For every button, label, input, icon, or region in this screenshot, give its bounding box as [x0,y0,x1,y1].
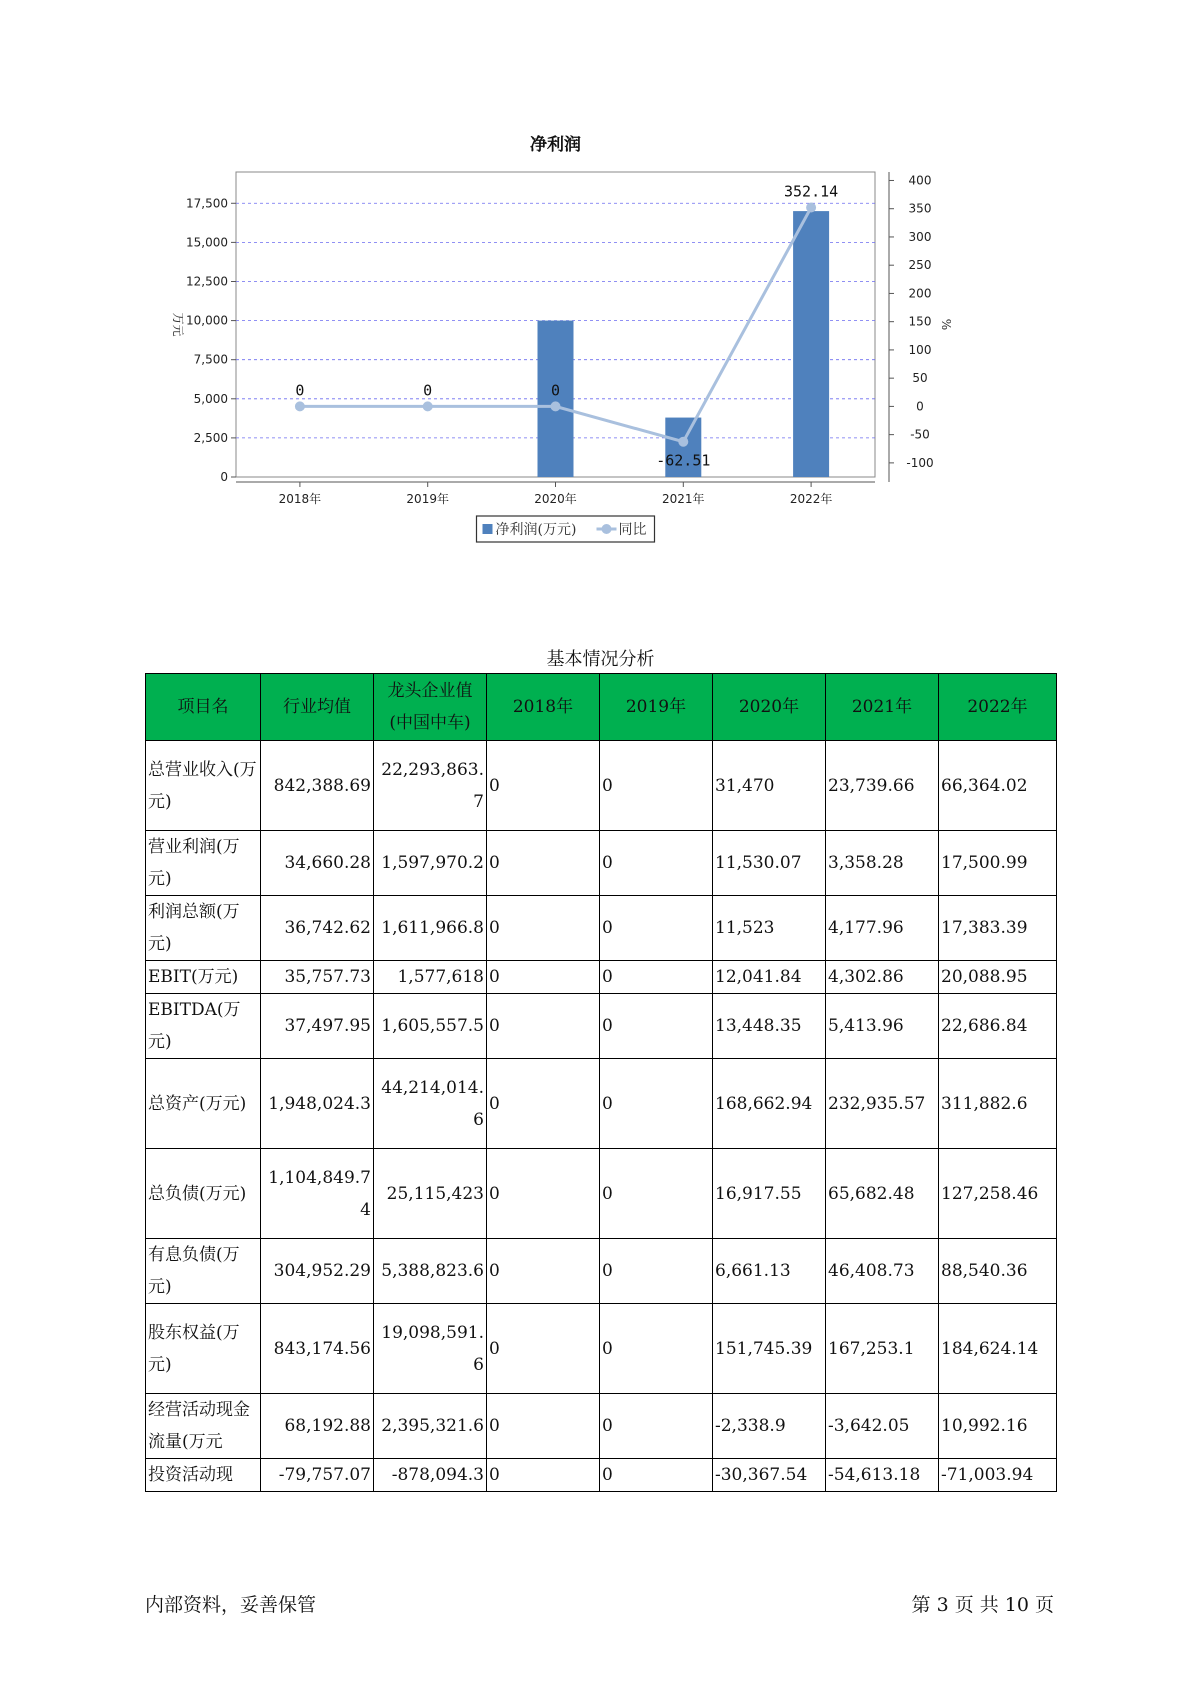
table-cell-y2019: 0 [600,831,713,896]
table-row [146,1239,1057,1304]
table-row [146,896,1057,961]
table-row [146,1459,1057,1492]
y-tick-label: 5,000 [193,391,228,406]
table-cell-leader: 1,611,966.8 [374,896,487,961]
table-cell-leader: 1,605,557.5 [374,994,487,1059]
basic-analysis-table [145,673,1057,1492]
table-cell-y2021: 3,358.28 [826,831,939,896]
table-cell-y2018: 0 [487,1394,600,1459]
y-tick-label: 2,500 [193,430,228,445]
x-tick-label: 2021年 [662,492,705,506]
table-cell-y2021: 4,177.96 [826,896,939,961]
table-cell-y2021: 5,413.96 [826,994,939,1059]
table-cell-name: 营业利润(万元) [146,831,261,896]
table-cell-y2020: -30,367.54 [713,1459,826,1492]
y2-tick-label: 200 [908,286,932,301]
y-tick-label: 15,000 [186,235,228,250]
header-cell: 2018年 [487,674,600,741]
table-cell-y2020: 11,530.07 [713,831,826,896]
table-header-row [146,674,1057,741]
table-cell-y2019: 0 [600,1459,713,1492]
table-cell-y2021: 4,302.86 [826,961,939,994]
table-cell-y2018: 0 [487,994,600,1059]
table-cell-y2022: 20,088.95 [939,961,1057,994]
table-cell-avg: 68,192.88 [261,1394,374,1459]
table-cell-y2018: 0 [487,741,600,831]
table-cell-name: 股东权益(万元) [146,1304,261,1394]
table-cell-avg: 35,757.73 [261,961,374,994]
table-cell-leader: 44,214,014.6 [374,1059,487,1149]
table-cell-name: 有息负债(万元) [146,1239,261,1304]
yoy-point [678,437,688,447]
table-cell-avg: 1,948,024.3 [261,1059,374,1149]
table-cell-name: 总负债(万元) [146,1149,261,1239]
table-cell-y2021: 65,682.48 [826,1149,939,1239]
y2-tick-label: 350 [908,201,932,216]
legend-line-label: 同比 [618,522,647,538]
x-tick-label: 2022年 [789,492,833,506]
table-cell-y2020: 6,661.13 [713,1239,826,1304]
table-cell-name: 总营业收入(万元) [146,741,261,831]
table-cell-y2022: 88,540.36 [939,1239,1057,1304]
table-cell-avg: 37,497.95 [261,994,374,1059]
footer-confidential-note: 内部资料，妥善保管 [145,1594,317,1616]
yoy-data-label: 0 [295,381,305,400]
table-cell-y2019: 0 [600,961,713,994]
table-cell-leader: 22,293,863.7 [374,741,487,831]
table-row [146,1149,1057,1239]
y2-tick-label: 300 [908,229,932,244]
table-cell-leader: 19,098,591.6 [374,1304,487,1394]
net-profit-chart [150,130,1050,600]
table-cell-y2019: 0 [600,994,713,1059]
yoy-point [551,401,561,411]
yoy-data-label: 352.14 [784,182,839,201]
table-cell-leader: 2,395,321.6 [374,1394,487,1459]
yoy-point [806,203,816,213]
table-cell-leader: 25,115,423 [374,1149,487,1239]
y-axis-label: 万元 [171,312,185,337]
table-cell-y2022: 127,258.46 [939,1149,1057,1239]
y2-tick-label: 250 [908,258,932,273]
table-cell-y2020: 168,662.94 [713,1059,826,1149]
legend-line-marker [602,524,612,534]
y-tick-label: 7,500 [193,352,228,367]
table-caption: 基本情况分析 [546,649,655,670]
table-cell-avg: 842,388.69 [261,741,374,831]
table-cell-name: 利润总额(万元) [146,896,261,961]
table-row [146,741,1057,831]
table-cell-y2018: 0 [487,1239,600,1304]
table-cell-y2022: 184,624.14 [939,1304,1057,1394]
header-cell: 2022年 [939,674,1057,741]
legend-bar-label: 净利润(万元) [495,522,577,538]
table-cell-y2019: 0 [600,1304,713,1394]
table-cell-name: EBIT(万元) [146,961,261,994]
table-row [146,831,1057,896]
y2-axis-label: % [939,318,953,331]
y-tick-label: 17,500 [186,196,228,211]
y2-tick-label: -100 [906,455,934,470]
header-cell: 2019年 [600,674,713,741]
table-cell-y2019: 0 [600,1239,713,1304]
x-tick-label: 2018年 [278,492,322,506]
y2-tick-label: 100 [908,342,932,357]
table-cell-y2021: 232,935.57 [826,1059,939,1149]
yoy-data-label: 0 [423,381,433,400]
net-profit-chart-svg [150,130,1050,600]
y2-tick-label: 150 [908,314,932,329]
bar [793,211,829,477]
table-cell-y2022: 66,364.02 [939,741,1057,831]
y-tick-label: 10,000 [186,313,228,328]
table-row [146,994,1057,1059]
table-cell-name: 总资产(万元) [146,1059,261,1149]
table-cell-y2020: 16,917.55 [713,1149,826,1239]
table-cell-y2018: 0 [487,961,600,994]
table-cell-y2020: 151,745.39 [713,1304,826,1394]
chart-title: 净利润 [530,135,581,155]
table-row [146,1059,1057,1149]
header-cell: 2020年 [713,674,826,741]
table-cell-y2020: 31,470 [713,741,826,831]
table-cell-y2022: 17,500.99 [939,831,1057,896]
table-cell-y2020: 13,448.35 [713,994,826,1059]
table-cell-avg: 34,660.28 [261,831,374,896]
table-row [146,961,1057,994]
table-cell-y2018: 0 [487,1059,600,1149]
x-tick-label: 2020年 [534,492,577,506]
table-cell-avg: 1,104,849.74 [261,1149,374,1239]
table-cell-y2019: 0 [600,1149,713,1239]
table-cell-y2021: -54,613.18 [826,1459,939,1492]
table-cell-y2019: 0 [600,1059,713,1149]
table-cell-y2021: 167,253.1 [826,1304,939,1394]
y2-tick-label: 400 [908,173,932,188]
table-cell-avg: 36,742.62 [261,896,374,961]
table-cell-y2018: 0 [487,1459,600,1492]
footer-page-number: 第 3 页 共 10 页 [911,1594,1054,1616]
table-cell-y2022: 10,992.16 [939,1394,1057,1459]
header-cell: 行业均值 [261,674,374,741]
table-cell-avg: -79,757.07 [261,1459,374,1492]
y2-tick-label: -50 [910,427,930,442]
yoy-data-label: -62.51 [656,451,711,470]
y2-tick-label: 0 [916,399,924,414]
table-cell-y2022: 311,882.6 [939,1059,1057,1149]
yoy-data-label: 0 [550,381,561,400]
table-cell-y2021: 23,739.66 [826,741,939,831]
table-cell-leader: 5,388,823.6 [374,1239,487,1304]
table-cell-name: EBITDA(万元) [146,994,261,1059]
header-cell: 龙头企业值(中国中车) [374,674,487,741]
x-tick-label: 2019年 [406,492,449,506]
y-tick-label: 0 [220,470,228,484]
header-cell: 项目名 [146,674,261,741]
header-cell: 2021年 [826,674,939,741]
table-cell-y2020: 12,041.84 [713,961,826,994]
table-cell-y2018: 0 [487,1304,600,1394]
table-cell-avg: 843,174.56 [261,1304,374,1394]
table-cell-leader: 1,577,618 [374,961,487,994]
table-cell-avg: 304,952.29 [261,1239,374,1304]
table-cell-leader: 1,597,970.2 [374,831,487,896]
yoy-point [423,401,433,411]
table-cell-y2019: 0 [600,896,713,961]
table-cell-y2018: 0 [487,831,600,896]
table-row [146,1304,1057,1394]
y2-tick-label: 50 [912,371,928,386]
y-tick-label: 12,500 [186,274,228,289]
table-cell-leader: -878,094.3 [374,1459,487,1492]
table-cell-y2020: 11,523 [713,896,826,961]
table-cell-y2018: 0 [487,1149,600,1239]
table-cell-y2022: 22,686.84 [939,994,1057,1059]
table-cell-y2022: -71,003.94 [939,1459,1057,1492]
table-row [146,1394,1057,1459]
table-cell-name: 经营活动现金流量(万元 [146,1394,261,1459]
legend-bar-swatch [483,524,493,534]
table-cell-y2019: 0 [600,1394,713,1459]
table-cell-y2021: -3,642.05 [826,1394,939,1459]
yoy-point [295,401,305,411]
table-cell-y2021: 46,408.73 [826,1239,939,1304]
table-cell-y2020: -2,338.9 [713,1394,826,1459]
table-cell-y2018: 0 [487,896,600,961]
table-cell-y2022: 17,383.39 [939,896,1057,961]
table-cell-name: 投资活动现 [146,1459,261,1492]
table-cell-y2019: 0 [600,741,713,831]
